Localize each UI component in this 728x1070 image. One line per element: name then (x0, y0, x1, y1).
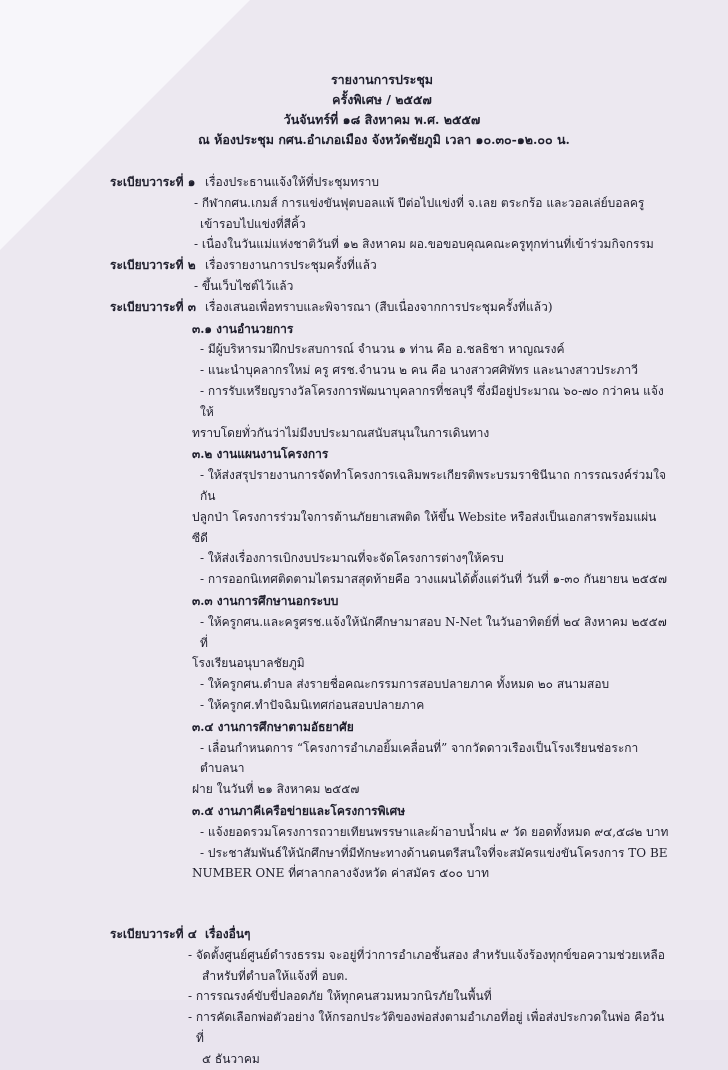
agenda-4-item-cont: ๕ ธันวาคม (202, 1051, 260, 1066)
agenda-2-item: - ขึ้นเว็บไซต์ไว้แล้ว (194, 278, 294, 293)
section-3-3-item: - ให้ครูกศน.ตำบล ส่งรายชื่อคณะกรรมการสอบปลายภาค ทั้งหมด ๒๐ สนามสอบ (200, 677, 610, 692)
agenda-1-title: เรื่องประธานแจ้งให้ที่ประชุมทราบ (205, 175, 379, 189)
agenda-4-item: - การรณรงค์ขับขี่ปลอดภัย ให้ทุกคนสวมหมวกนิรภัยในพื้นที่ (188, 989, 492, 1004)
document-header (0, 70, 728, 150)
header-venue: ณ ห้องประชุม กศน.อำเภอเมือง จังหวัดชัยภูมิ เวลา ๑๐.๓๐-๑๒.๐๐ น. (198, 132, 570, 147)
section-3-3-item: - ให้ครูกศน.และครูศรช.แจ้งให้นักศึกษามาสอบ N-Net ในวันอาทิตย์ที่ ๒๔ สิงหาคม ๒๕๕๗ ที่ (200, 614, 667, 650)
section-3-1-item: - แนะนำบุคลากรใหม่ ครู ศรช.จำนวน ๒ คน คือ นางสาวศศิพัทร และนางสาวประภาวี (200, 363, 638, 378)
agenda-1 (110, 172, 670, 255)
agenda-4-item-cont: สำหรับที่ตำบลให้แจ้งที่ อบต. (202, 968, 348, 983)
section-3-4-heading: ๓.๔ งานการศึกษาตามอัธยาศัย (192, 719, 354, 734)
header-session: ครั้งพิเศษ / ๒๕๕๗ (332, 92, 432, 107)
agenda-4-item: - การคัดเลือกพ่อตัวอย่าง ให้กรอกประวัติของพ่อส่งตามอำเภอที่อยู่ เพื่อส่งประกวดในพ่อ คือวันที่ (188, 1010, 665, 1046)
agenda-4-item: - จัดตั้งศูนย์ศูนย์ดำรงธรรม จะอยู่ที่ว่าการอำเภอชั้นสอง สำหรับแจ้งร้องทุกข์ขอความช่วยเหลือ (188, 947, 665, 962)
section-3-3-item-cont: โรงเรียนอนุบาลชัยภูมิ (192, 656, 305, 671)
section-3-4-item-cont: ฝาย ในวันที่ ๒๑ สิงหาคม ๒๕๕๗ (192, 782, 360, 797)
section-3-1-heading: ๓.๑ งานอำนวยการ (192, 321, 294, 336)
section-3-2-heading: ๓.๒ งานแผนงานโครงการ (192, 447, 329, 462)
section-3-5-item: - ประชาสัมพันธ์ให้นักศึกษาที่มีทักษะทางด้านดนตรีสนใจที่จะสมัครแข่งขันโครงการ TO BE (200, 845, 668, 860)
agenda-3-title: เรื่องเสนอเพื่อทราบและพิจารณา (สืบเนื่องจากการประชุมครั้งที่แล้ว) (205, 299, 553, 314)
agenda-4-label: ระเบียบวาระที่ ๔ (110, 927, 197, 942)
section-3-5-item-cont: NUMBER ONE ที่ศาลากลางจังหวัด ค่าสมัคร ๕๐๐ บาท (192, 866, 490, 881)
section-3-1-item-cont: ทราบโดยทั่วกันว่าไม่มีงบประมาณสนับสนุนในการเดินทาง (192, 425, 490, 440)
agenda-2-label: ระเบียบวาระที่ ๒ (110, 258, 196, 273)
section-3-1-item: - การรับเหรียญรางวัลโครงการพัฒนาบุคลากรที่ชลบุรี ซึ่งมีอยู่ประมาณ ๖๐-๗๐ กว่าคน แจ้งให้ (200, 383, 664, 419)
section-3-2-item: - ให้ส่งเรื่องการเบิกงบประมาณที่จะจัดโครงการต่างๆให้ครบ (200, 551, 504, 566)
document-body (110, 172, 670, 1070)
header-date: วันจันทร์ที่ ๑๘ สิงหาคม พ.ศ. ๒๕๕๗ (283, 112, 481, 127)
section-3-2-item: - การออกนิเทศติดตามไตรมาสสุดท้ายคือ วางแผนได้ตั้งแต่วันที่ วันที่ ๑-๓๐ กันยายน ๒๕๕๗ (200, 572, 667, 587)
agenda-4 (110, 924, 670, 1070)
agenda-4-title: เรื่องอื่นๆ (205, 927, 251, 942)
section-3-3-item: - ให้ครูกศ.ทำปัจฉิมนิเทศก่อนสอบปลายภาค (200, 697, 425, 712)
header-title: รายงานการประชุม (330, 72, 434, 87)
agenda-3 (110, 297, 670, 884)
section-3-2-item-cont: ปลูกป่า โครงการร่วมใจการต้านภัยยาเสพติด ให้ขึ้น Website หรือส่งเป็นเอกสารพร้อมแผ่นซีดี (192, 509, 657, 545)
agenda-1-item: - กีฬากศน.เกมส์ การแข่งขันฟุตบอลแพ้ ปีต่อไปแข่งที่ จ.เลย ตระกร้อ และวอลเล่ย์บอลครู (194, 195, 645, 210)
agenda-2-title: เรื่องรายงานการประชุมครั้งที่แล้ว (205, 258, 377, 273)
agenda-1-label: ระเบียบวาระที่ ๑ (110, 175, 196, 189)
agenda-2 (110, 255, 670, 297)
section-3-5-item: - แจ้งยอดรวมโครงการถวายเทียนพรรษาและผ้าอาบน้ำฝน ๙ วัด ยอดทั้งหมด ๙๔,๕๘๒ บาท (200, 824, 669, 839)
section-3-4-item: - เลื่อนกำหนดการ “โครงการอำเภอยิ้มเคลื่อนที่” จากวัดดาวเรืองเป็นโรงเรียนช่อระกา ตำบลนา (200, 740, 639, 776)
section-3-1-item: - มีผู้บริหารมาฝึกประสบการณ์ จำนวน ๑ ท่าน คือ อ.ชลธิชา หาญณรงค์ (200, 342, 565, 357)
agenda-1-item-cont: เข้ารอบไปแข่งที่สีคิ้ว (200, 216, 306, 231)
section-3-2-item: - ให้ส่งสรุปรายงานการจัดทำโครงการเฉลิมพระเกียรติพระบรมราชินีนาถ การรณรงค์ร่วมใจกัน (200, 468, 667, 503)
agenda-3-label: ระเบียบวาระที่ ๓ (110, 299, 196, 314)
section-3-5-heading: ๓.๕ งานภาคีเครือข่ายและโครงการพิเศษ (192, 803, 406, 818)
agenda-1-item: - เนื่องในวันแม่แห่งชาติวันที่ ๑๒ สิงหาคม ผอ.ขอขอบคุณคณะครูทุกท่านที่เข้าร่วมกิจกรรม (194, 237, 654, 252)
section-3-3-heading: ๓.๓ งานการศึกษานอกระบบ (192, 593, 339, 608)
